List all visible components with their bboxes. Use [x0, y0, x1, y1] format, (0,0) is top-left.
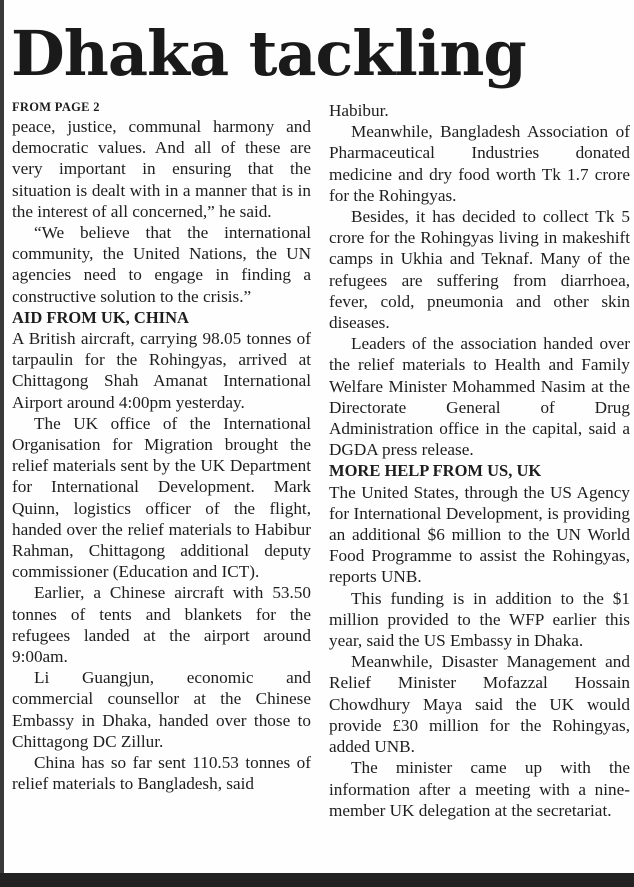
headline: Dhaka tackling: [11, 17, 526, 90]
scan-edge: [0, 873, 634, 887]
paragraph: Leaders of the association handed over the relief materials to Health and Family Welfare Minister Mohammed Nasim at the Directorate General of Drug Administration office in the capital, said a DGDA press release.: [329, 334, 630, 460]
paragraph: Meanwhile, Bangladesh Association of Pharmaceutical Industries donated medicine and dry food worth Tk 1.7 crore for the Rohingyas.: [329, 122, 630, 205]
paragraph: A British aircraft, carrying 98.05 tonnes of tarpaulin for the Rohingyas, arrived at Chittagong Shah Amanat International Airport around 4:00pm yesterday.: [12, 329, 311, 412]
left-column: [12, 100, 311, 795]
paragraph: peace, justice, communal harmony and democratic values. And all of these are very important in ensuring that the situation is dealt with in a manner that is in the interest of all concerned,” he said.: [12, 117, 311, 221]
right-column: [329, 100, 630, 821]
column-rule: [0, 0, 4, 887]
paragraph: Li Guangjun, economic and commercial counsellor at the Chinese Embassy in Dhaka, handed over those to Chittagong DC Zillur.: [12, 668, 311, 751]
paragraph: “We believe that the international community, the United Nations, the UN agencies need to engage in finding a constructive solution to the crisis.”: [12, 223, 311, 306]
subhead: AID FROM UK, CHINA: [12, 307, 189, 327]
paragraph: Besides, it has decided to collect Tk 5 crore for the Rohingyas living in makeshift camps in Ukhia and Teknaf. Many of the refugees are suffering from diarrhoea, fever, cold, pneumonia and other skin diseases.: [329, 207, 630, 333]
paragraph: Meanwhile, Disaster Management and Relief Minister Mofazzal Hossain Chowdhury Maya said the UK would provide £30 million for the Rohingyas, added UNB.: [329, 652, 630, 757]
paragraph: This funding is in addition to the $1 million provided to the WFP earlier this year, said the US Embassy in Dhaka.: [329, 588, 630, 651]
subhead: MORE HELP FROM US, UK: [329, 461, 542, 481]
paragraph: Habibur.: [329, 101, 389, 120]
paragraph: The United States, through the US Agency for International Development, is providing an additional $6 million to the UN World Food Programme to assist the Rohingyas, reports UNB.: [329, 482, 630, 587]
kicker: FROM PAGE 2: [12, 100, 100, 114]
paragraph: The UK office of the International Organisation for Migration brought the relief materials sent by the UK Department for International Development. Mark Quinn, logistics officer of the flight, handed over the relief materials to Habibur Rahman, Chittagong additional deputy commissioner (Education and ICT).: [12, 413, 311, 582]
paragraph: Earlier, a Chinese aircraft with 53.50 tonnes of tents and blankets for the refugees landed at the airport around 9:00am.: [12, 583, 311, 667]
paragraph: China has so far sent 110.53 tonnes of relief materials to Bangladesh, said: [12, 753, 311, 794]
paragraph: The minister came up with the information after a meeting with a nine-member UK delegation at the secretariat.: [329, 758, 630, 820]
